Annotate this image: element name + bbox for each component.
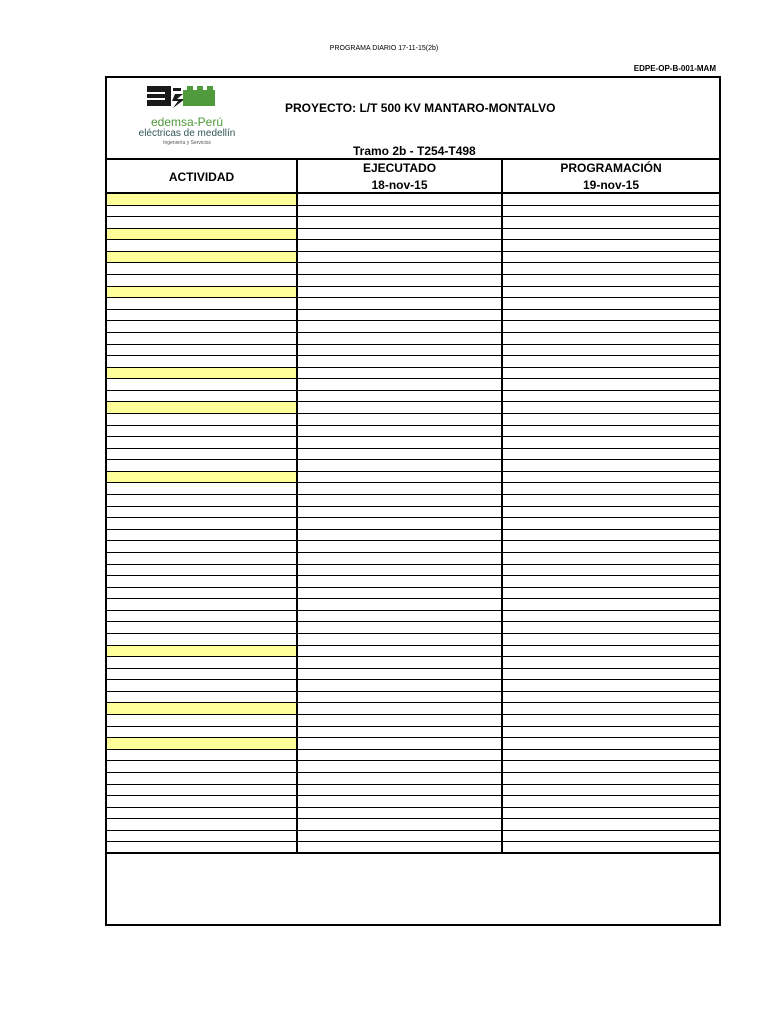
ejecutado-cell[interactable]: [298, 449, 503, 460]
document-code: EDPE-OP-B-001-MAM: [633, 64, 716, 73]
actividad-cell[interactable]: [107, 426, 298, 437]
actividad-cell[interactable]: [107, 565, 298, 576]
table-row: [107, 460, 719, 472]
ejecutado-cell[interactable]: [298, 287, 503, 298]
programacion-cell[interactable]: [503, 796, 719, 807]
ejecutado-cell[interactable]: [298, 460, 503, 471]
actividad-cell[interactable]: [107, 796, 298, 807]
actividad-cell[interactable]: [107, 379, 298, 390]
actividad-cell[interactable]: [107, 356, 298, 367]
table-row: [107, 611, 719, 623]
ejecutado-cell[interactable]: [298, 819, 503, 830]
ejecutado-cell[interactable]: [298, 750, 503, 761]
programacion-cell[interactable]: [503, 333, 719, 344]
programacion-cell[interactable]: [503, 275, 719, 286]
ejecutado-cell[interactable]: [298, 785, 503, 796]
ejecutado-cell[interactable]: [298, 275, 503, 286]
actividad-cell[interactable]: [107, 194, 298, 205]
ejecutado-cell[interactable]: [298, 634, 503, 645]
actividad-cell[interactable]: [107, 680, 298, 691]
table-row: [107, 495, 719, 507]
actividad-cell[interactable]: [107, 472, 298, 483]
programacion-cell[interactable]: [503, 646, 719, 657]
ejecutado-cell[interactable]: [298, 703, 503, 714]
ejecutado-cell[interactable]: [298, 518, 503, 529]
ejecutado-cell[interactable]: [298, 437, 503, 448]
actividad-cell[interactable]: [107, 449, 298, 460]
table-row: [107, 842, 719, 854]
programacion-cell[interactable]: [503, 229, 719, 240]
ejecutado-cell[interactable]: [298, 599, 503, 610]
ejecutado-cell[interactable]: [298, 345, 503, 356]
table-row: [107, 449, 719, 461]
table-row: [107, 414, 719, 426]
ejecutado-cell[interactable]: [298, 414, 503, 425]
table-row: [107, 472, 719, 484]
actividad-cell[interactable]: [107, 495, 298, 506]
table-row: [107, 345, 719, 357]
actividad-cell[interactable]: [107, 368, 298, 379]
table-row: [107, 657, 719, 669]
actividad-cell[interactable]: [107, 530, 298, 541]
ejecutado-cell[interactable]: [298, 715, 503, 726]
programacion-cell[interactable]: [503, 565, 719, 576]
table-row: [107, 356, 719, 368]
table-row: [107, 391, 719, 403]
ejecutado-label: EJECUTADO: [362, 161, 437, 175]
table-row: [107, 796, 719, 808]
programacion-cell[interactable]: [503, 553, 719, 564]
table-row: [107, 750, 719, 762]
programacion-cell[interactable]: [503, 437, 719, 448]
actividad-cell[interactable]: [107, 622, 298, 633]
actividad-cell[interactable]: [107, 576, 298, 587]
programacion-date: 19-nov-15: [582, 178, 640, 192]
programacion-cell[interactable]: [503, 634, 719, 645]
programacion-cell[interactable]: [503, 240, 719, 251]
actividad-cell[interactable]: [107, 669, 298, 680]
programacion-cell[interactable]: [503, 842, 719, 854]
actividad-cell[interactable]: [107, 345, 298, 356]
table-row: [107, 646, 719, 658]
programacion-cell[interactable]: [503, 298, 719, 309]
logo-company-text: eléctricas de medellín: [138, 128, 236, 139]
ejecutado-cell[interactable]: [298, 263, 503, 274]
actividad-cell[interactable]: [107, 761, 298, 772]
ejecutado-cell[interactable]: [298, 611, 503, 622]
ejecutado-cell[interactable]: [298, 333, 503, 344]
actividad-cell[interactable]: [107, 819, 298, 830]
table-row: [107, 727, 719, 739]
ejecutado-cell[interactable]: [298, 194, 503, 205]
actividad-cell[interactable]: [107, 518, 298, 529]
programacion-cell[interactable]: [503, 194, 719, 205]
activity-table: [107, 194, 719, 854]
programacion-cell[interactable]: [503, 507, 719, 518]
table-row: [107, 703, 719, 715]
programacion-cell[interactable]: [503, 414, 719, 425]
ejecutado-cell[interactable]: [298, 483, 503, 494]
ejecutado-cell[interactable]: [298, 229, 503, 240]
table-row: [107, 379, 719, 391]
table-row: [107, 715, 719, 727]
ejecutado-cell[interactable]: [298, 472, 503, 483]
ejecutado-cell[interactable]: [298, 310, 503, 321]
ejecutado-cell[interactable]: [298, 507, 503, 518]
programacion-cell[interactable]: [503, 541, 719, 552]
programacion-cell[interactable]: [503, 495, 719, 506]
ejecutado-cell[interactable]: [298, 495, 503, 506]
notes-box[interactable]: [107, 856, 719, 924]
table-row: [107, 738, 719, 750]
programacion-cell[interactable]: [503, 391, 719, 402]
ejecutado-cell[interactable]: [298, 298, 503, 309]
programacion-cell[interactable]: [503, 518, 719, 529]
document-title: PROGRAMA DIARIO 17-11-15(2b): [329, 45, 439, 52]
actividad-cell[interactable]: [107, 727, 298, 738]
ejecutado-cell[interactable]: [298, 831, 503, 842]
programacion-cell[interactable]: [503, 460, 719, 471]
table-row: [107, 819, 719, 831]
actividad-cell[interactable]: [107, 785, 298, 796]
tramo-label: Tramo 2b - T254-T498: [353, 144, 476, 158]
table-row: [107, 194, 719, 206]
table-row: [107, 808, 719, 820]
programacion-cell[interactable]: [503, 715, 719, 726]
programacion-cell[interactable]: [503, 379, 719, 390]
ejecutado-date: 18-nov-15: [371, 178, 428, 192]
table-row: [107, 240, 719, 252]
ejecutado-cell[interactable]: [298, 565, 503, 576]
logo-brand-text: edemsa-Perú: [150, 115, 224, 129]
actividad-cell[interactable]: [107, 217, 298, 228]
project-title: PROYECTO: L/T 500 KV MANTARO-MONTALVO: [285, 101, 556, 115]
programacion-cell[interactable]: [503, 692, 719, 703]
table-row: [107, 785, 719, 797]
ejecutado-cell[interactable]: [298, 217, 503, 228]
table-row: [107, 773, 719, 785]
programacion-cell[interactable]: [503, 738, 719, 749]
actividad-cell[interactable]: [107, 750, 298, 761]
company-logo: [117, 84, 257, 152]
programacion-cell[interactable]: [503, 703, 719, 714]
actividad-cell[interactable]: [107, 507, 298, 518]
table-row: [107, 692, 719, 704]
actividad-cell[interactable]: [107, 402, 298, 413]
programacion-cell[interactable]: [503, 773, 719, 784]
form-header: [107, 78, 719, 160]
table-row: [107, 483, 719, 495]
actividad-cell[interactable]: [107, 437, 298, 448]
table-row: [107, 437, 719, 449]
actividad-cell[interactable]: [107, 842, 298, 854]
programacion-cell[interactable]: [503, 310, 719, 321]
programacion-cell[interactable]: [503, 588, 719, 599]
ejecutado-header: [298, 160, 503, 194]
actividad-cell[interactable]: [107, 611, 298, 622]
ejecutado-cell[interactable]: [298, 356, 503, 367]
programacion-cell[interactable]: [503, 252, 719, 263]
ejecutado-cell[interactable]: [298, 252, 503, 263]
actividad-cell[interactable]: [107, 287, 298, 298]
programacion-cell[interactable]: [503, 622, 719, 633]
table-row: [107, 206, 719, 218]
actividad-cell[interactable]: [107, 588, 298, 599]
programacion-cell[interactable]: [503, 611, 719, 622]
ejecutado-cell[interactable]: [298, 669, 503, 680]
ejecutado-cell[interactable]: [298, 379, 503, 390]
schedule-form: [105, 76, 721, 926]
actividad-cell[interactable]: [107, 298, 298, 309]
table-row: [107, 333, 719, 345]
table-row: [107, 530, 719, 542]
actividad-cell[interactable]: [107, 229, 298, 240]
table-row: [107, 252, 719, 264]
ejecutado-cell[interactable]: [298, 842, 503, 854]
programacion-header: [503, 160, 719, 194]
actividad-cell[interactable]: [107, 715, 298, 726]
programacion-cell[interactable]: [503, 426, 719, 437]
ejecutado-cell[interactable]: [298, 738, 503, 749]
actividad-cell[interactable]: [107, 240, 298, 251]
programacion-cell[interactable]: [503, 750, 719, 761]
table-row: [107, 275, 719, 287]
table-row: [107, 507, 719, 519]
table-row: [107, 263, 719, 275]
programacion-cell[interactable]: [503, 206, 719, 217]
programacion-cell[interactable]: [503, 808, 719, 819]
table-row: [107, 310, 719, 322]
ejecutado-cell[interactable]: [298, 761, 503, 772]
actividad-cell[interactable]: [107, 263, 298, 274]
programacion-cell[interactable]: [503, 356, 719, 367]
programacion-cell[interactable]: [503, 657, 719, 668]
programacion-cell[interactable]: [503, 449, 719, 460]
programacion-cell[interactable]: [503, 402, 719, 413]
table-row: [107, 321, 719, 333]
programacion-cell[interactable]: [503, 831, 719, 842]
actividad-cell[interactable]: [107, 541, 298, 552]
programacion-cell[interactable]: [503, 287, 719, 298]
actividad-cell[interactable]: [107, 460, 298, 471]
table-row: [107, 831, 719, 843]
programacion-cell[interactable]: [503, 263, 719, 274]
ejecutado-cell[interactable]: [298, 727, 503, 738]
programacion-cell[interactable]: [503, 680, 719, 691]
actividad-cell[interactable]: [107, 252, 298, 263]
table-row: [107, 669, 719, 681]
programacion-label: PROGRAMACIÓN: [560, 161, 662, 175]
table-row: [107, 622, 719, 634]
actividad-cell[interactable]: [107, 553, 298, 564]
ejecutado-cell[interactable]: [298, 657, 503, 668]
table-row: [107, 761, 719, 773]
actividad-cell[interactable]: [107, 391, 298, 402]
table-row: [107, 368, 719, 380]
ejecutado-cell[interactable]: [298, 646, 503, 657]
ejecutado-cell[interactable]: [298, 622, 503, 633]
table-row: [107, 599, 719, 611]
ejecutado-cell[interactable]: [298, 588, 503, 599]
actividad-cell[interactable]: [107, 657, 298, 668]
table-row: [107, 426, 719, 438]
table-row: [107, 518, 719, 530]
ejecutado-cell[interactable]: [298, 240, 503, 251]
actividad-cell[interactable]: [107, 333, 298, 344]
table-row: [107, 287, 719, 299]
programacion-cell[interactable]: [503, 217, 719, 228]
table-row: [107, 634, 719, 646]
actividad-cell[interactable]: [107, 483, 298, 494]
ejecutado-cell[interactable]: [298, 368, 503, 379]
ejecutado-cell[interactable]: [298, 206, 503, 217]
actividad-cell[interactable]: [107, 773, 298, 784]
table-row: [107, 680, 719, 692]
actividad-cell[interactable]: [107, 692, 298, 703]
actividad-cell[interactable]: [107, 275, 298, 286]
ejecutado-cell[interactable]: [298, 808, 503, 819]
ejecutado-cell[interactable]: [298, 680, 503, 691]
ejecutado-cell[interactable]: [298, 773, 503, 784]
programacion-cell[interactable]: [503, 785, 719, 796]
actividad-cell[interactable]: [107, 321, 298, 332]
actividad-cell[interactable]: [107, 646, 298, 657]
table-row: [107, 553, 719, 565]
actividad-cell[interactable]: [107, 831, 298, 842]
table-row: [107, 229, 719, 241]
programacion-cell[interactable]: [503, 483, 719, 494]
programacion-cell[interactable]: [503, 819, 719, 830]
ejecutado-cell[interactable]: [298, 391, 503, 402]
actividad-cell[interactable]: [107, 634, 298, 645]
programacion-cell[interactable]: [503, 530, 719, 541]
table-row: [107, 541, 719, 553]
ejecutado-cell[interactable]: [298, 426, 503, 437]
programacion-cell[interactable]: [503, 599, 719, 610]
ejecutado-cell[interactable]: [298, 530, 503, 541]
actividad-cell[interactable]: [107, 703, 298, 714]
actividad-cell[interactable]: [107, 206, 298, 217]
programacion-cell[interactable]: [503, 321, 719, 332]
table-row: [107, 217, 719, 229]
ejecutado-cell[interactable]: [298, 576, 503, 587]
actividad-cell[interactable]: [107, 808, 298, 819]
table-row: [107, 576, 719, 588]
table-row: [107, 298, 719, 310]
programacion-cell[interactable]: [503, 669, 719, 680]
programacion-cell[interactable]: [503, 368, 719, 379]
programacion-cell[interactable]: [503, 345, 719, 356]
programacion-cell[interactable]: [503, 472, 719, 483]
ejecutado-cell[interactable]: [298, 402, 503, 413]
table-row: [107, 402, 719, 414]
ejecutado-cell[interactable]: [298, 553, 503, 564]
actividad-cell[interactable]: [107, 599, 298, 610]
logo-tagline-text: Ingeniería y Servicios: [163, 140, 211, 146]
ejecutado-cell[interactable]: [298, 796, 503, 807]
programacion-cell[interactable]: [503, 576, 719, 587]
actividad-cell[interactable]: [107, 414, 298, 425]
table-row: [107, 565, 719, 577]
actividad-cell[interactable]: [107, 310, 298, 321]
ejecutado-cell[interactable]: [298, 541, 503, 552]
table-row: [107, 588, 719, 600]
ejecutado-cell[interactable]: [298, 692, 503, 703]
actividad-header: ACTIVIDAD: [107, 160, 298, 194]
actividad-cell[interactable]: [107, 738, 298, 749]
programacion-cell[interactable]: [503, 727, 719, 738]
programacion-cell[interactable]: [503, 761, 719, 772]
logo-mark-icon: [117, 84, 257, 116]
ejecutado-cell[interactable]: [298, 321, 503, 332]
